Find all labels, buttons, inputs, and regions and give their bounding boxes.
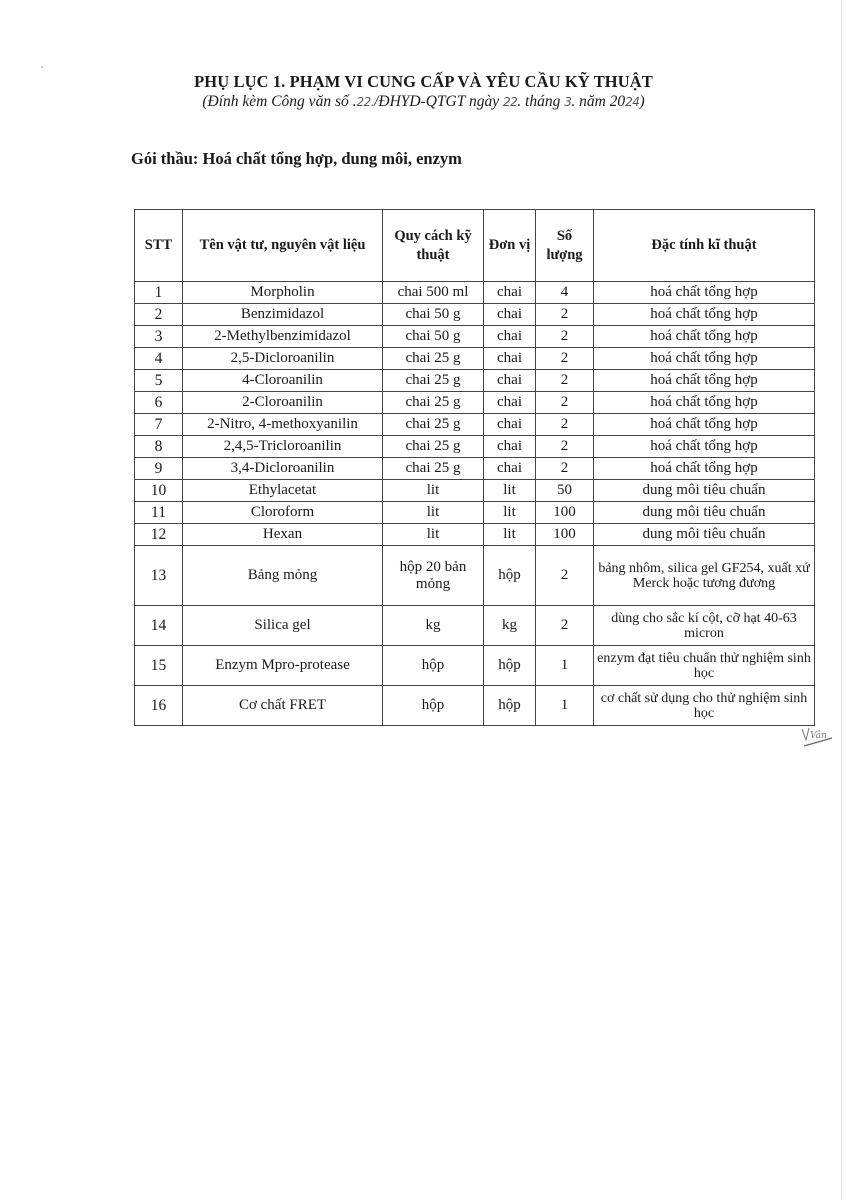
cell-qty: 1 [536, 646, 594, 686]
cell-spec: hoá chất tổng hợp [594, 414, 815, 436]
cell-qty: 2 [536, 348, 594, 370]
handwritten-month: 3 [564, 95, 572, 109]
table-row [135, 436, 815, 458]
cell-stt: 12 [135, 524, 183, 546]
table-row [135, 480, 815, 502]
cell-stt: 8 [135, 436, 183, 458]
cell-spec: dung môi tiêu chuẩn [594, 524, 815, 546]
appendix-title: PHỤ LỤC 1. PHẠM VI CUNG CẤP VÀ YÊU CẦU KỸ THUẬT [194, 72, 653, 91]
cell-unit: chai [484, 436, 536, 458]
attachment-reference [0, 93, 847, 111]
cell-qty: 2 [536, 606, 594, 646]
cell-unit: chai [484, 458, 536, 480]
cell-pack: chai 25 g [383, 436, 484, 458]
cell-pack: lit [383, 480, 484, 502]
cell-name: Enzym Mpro-protease [183, 646, 383, 686]
cell-name: 3,4-Dicloroanilin [183, 458, 383, 480]
cell-unit: kg [484, 606, 536, 646]
cell-name: Cloroform [183, 502, 383, 524]
cell-unit: chai [484, 326, 536, 348]
cell-unit: chai [484, 348, 536, 370]
cell-name: Silica gel [183, 606, 383, 646]
cell-stt: 16 [135, 686, 183, 726]
cell-spec: dung môi tiêu chuẩn [594, 502, 815, 524]
table-row [135, 348, 815, 370]
table-row [135, 686, 815, 726]
cell-qty: 2 [536, 458, 594, 480]
cell-stt: 6 [135, 392, 183, 414]
cell-qty: 2 [536, 546, 594, 606]
cell-spec: hoá chất tổng hợp [594, 348, 815, 370]
cell-pack: chai 50 g [383, 326, 484, 348]
cell-spec: dùng cho sắc kí cột, cỡ hạt 40-63 micron [594, 606, 815, 646]
cell-pack: lit [383, 524, 484, 546]
cell-unit: hộp [484, 686, 536, 726]
cell-spec: hoá chất tổng hợp [594, 458, 815, 480]
table-row [135, 502, 815, 524]
header-unit: Đơn vị [484, 210, 536, 282]
cell-spec: hoá chất tổng hợp [594, 304, 815, 326]
cell-qty: 2 [536, 414, 594, 436]
cell-stt: 2 [135, 304, 183, 326]
cell-unit: chai [484, 392, 536, 414]
cell-unit: chai [484, 282, 536, 304]
cell-name: 2,4,5-Tricloroanilin [183, 436, 383, 458]
cell-pack: hộp [383, 646, 484, 686]
cell-unit: hộp [484, 546, 536, 606]
cell-pack: chai 500 ml [383, 282, 484, 304]
cell-spec: hoá chất tổng hợp [594, 370, 815, 392]
cell-spec: dung môi tiêu chuẩn [594, 480, 815, 502]
cell-qty: 2 [536, 436, 594, 458]
cell-qty: 50 [536, 480, 594, 502]
cell-name: 2-Cloroanilin [183, 392, 383, 414]
ref-suffix: ) [639, 93, 645, 110]
cell-name: 2-Methylbenzimidazol [183, 326, 383, 348]
cell-pack: chai 25 g [383, 392, 484, 414]
scan-speck [41, 66, 43, 68]
table-row [135, 326, 815, 348]
cell-qty: 2 [536, 326, 594, 348]
handwritten-year: 24 [625, 95, 640, 109]
cell-stt: 1 [135, 282, 183, 304]
cell-name: 2-Nitro, 4-methoxyanilin [183, 414, 383, 436]
cell-unit: hộp [484, 646, 536, 686]
table-row [135, 304, 815, 326]
header-spec-pack: Quy cách kỹ thuật [383, 210, 484, 282]
cell-spec: hoá chất tổng hợp [594, 392, 815, 414]
cell-name: Benzimidazol [183, 304, 383, 326]
table-row [135, 546, 815, 606]
cell-name: Morpholin [183, 282, 383, 304]
cell-name: Bảng mỏng [183, 546, 383, 606]
table-row [135, 646, 815, 686]
cell-stt: 9 [135, 458, 183, 480]
cell-name: Hexan [183, 524, 383, 546]
ref-prefix: (Đính kèm Công văn số . [202, 93, 357, 110]
table-row [135, 606, 815, 646]
cell-pack: chai 25 g [383, 414, 484, 436]
header-spec-tech: Đặc tính kĩ thuật [594, 210, 815, 282]
ref-mid3: . năm 20 [571, 93, 626, 110]
cell-pack: hộp 20 bản mỏng [383, 546, 484, 606]
cell-unit: lit [484, 524, 536, 546]
cell-qty: 2 [536, 392, 594, 414]
table-row [135, 524, 815, 546]
cell-unit: lit [484, 480, 536, 502]
cell-stt: 15 [135, 646, 183, 686]
cell-stt: 5 [135, 370, 183, 392]
cell-unit: chai [484, 304, 536, 326]
handwritten-signature [800, 726, 840, 750]
handwritten-doc-number: 22. [356, 95, 375, 109]
cell-spec: hoá chất tổng hợp [594, 326, 815, 348]
cell-pack: lit [383, 502, 484, 524]
cell-stt: 4 [135, 348, 183, 370]
cell-spec: enzym đạt tiêu chuẩn thử nghiệm sinh học [594, 646, 815, 686]
cell-stt: 10 [135, 480, 183, 502]
cell-name: Ethylacetat [183, 480, 383, 502]
ref-mid1: /ĐHYD-QTGT ngày [374, 93, 503, 110]
cell-qty: 4 [536, 282, 594, 304]
cell-stt: 14 [135, 606, 183, 646]
cell-spec: hoá chất tổng hợp [594, 436, 815, 458]
cell-stt: 3 [135, 326, 183, 348]
cell-pack: kg [383, 606, 484, 646]
handwritten-day: 22 [502, 95, 518, 109]
cell-name: 2,5-Dicloroanilin [183, 348, 383, 370]
cell-unit: chai [484, 414, 536, 436]
cell-spec: bảng nhôm, silica gel GF254, xuất xứ Merck hoặc tương đương [594, 546, 815, 606]
table-row [135, 392, 815, 414]
cell-spec: cơ chất sử dụng cho thử nghiệm sinh học [594, 686, 815, 726]
cell-name: 4-Cloroanilin [183, 370, 383, 392]
items-table [134, 209, 815, 726]
header-stt: STT [135, 210, 183, 282]
cell-qty: 2 [536, 304, 594, 326]
cell-pack: chai 25 g [383, 458, 484, 480]
signature-text: Vân [810, 731, 827, 741]
cell-unit: chai [484, 370, 536, 392]
table-row [135, 282, 815, 304]
cell-qty: 2 [536, 370, 594, 392]
table-row [135, 414, 815, 436]
cell-name: Cơ chất FRET [183, 686, 383, 726]
package-label: Gói thầu: Hoá chất tổng hợp, dung môi, enzym [131, 149, 462, 168]
cell-pack: hộp [383, 686, 484, 726]
cell-pack: chai 25 g [383, 370, 484, 392]
cell-stt: 7 [135, 414, 183, 436]
cell-qty: 100 [536, 524, 594, 546]
page-edge-line [841, 0, 842, 1200]
cell-qty: 1 [536, 686, 594, 726]
header-qty: Số lượng [536, 210, 594, 282]
cell-qty: 100 [536, 502, 594, 524]
table-header-row [135, 210, 815, 282]
cell-unit: lit [484, 502, 536, 524]
table-row [135, 370, 815, 392]
cell-spec: hoá chất tổng hợp [594, 282, 815, 304]
table-row [135, 458, 815, 480]
header-name: Tên vật tư, nguyên vật liệu [183, 210, 383, 282]
cell-pack: chai 50 g [383, 304, 484, 326]
ref-mid2: . tháng [517, 93, 565, 110]
cell-stt: 11 [135, 502, 183, 524]
cell-stt: 13 [135, 546, 183, 606]
cell-pack: chai 25 g [383, 348, 484, 370]
